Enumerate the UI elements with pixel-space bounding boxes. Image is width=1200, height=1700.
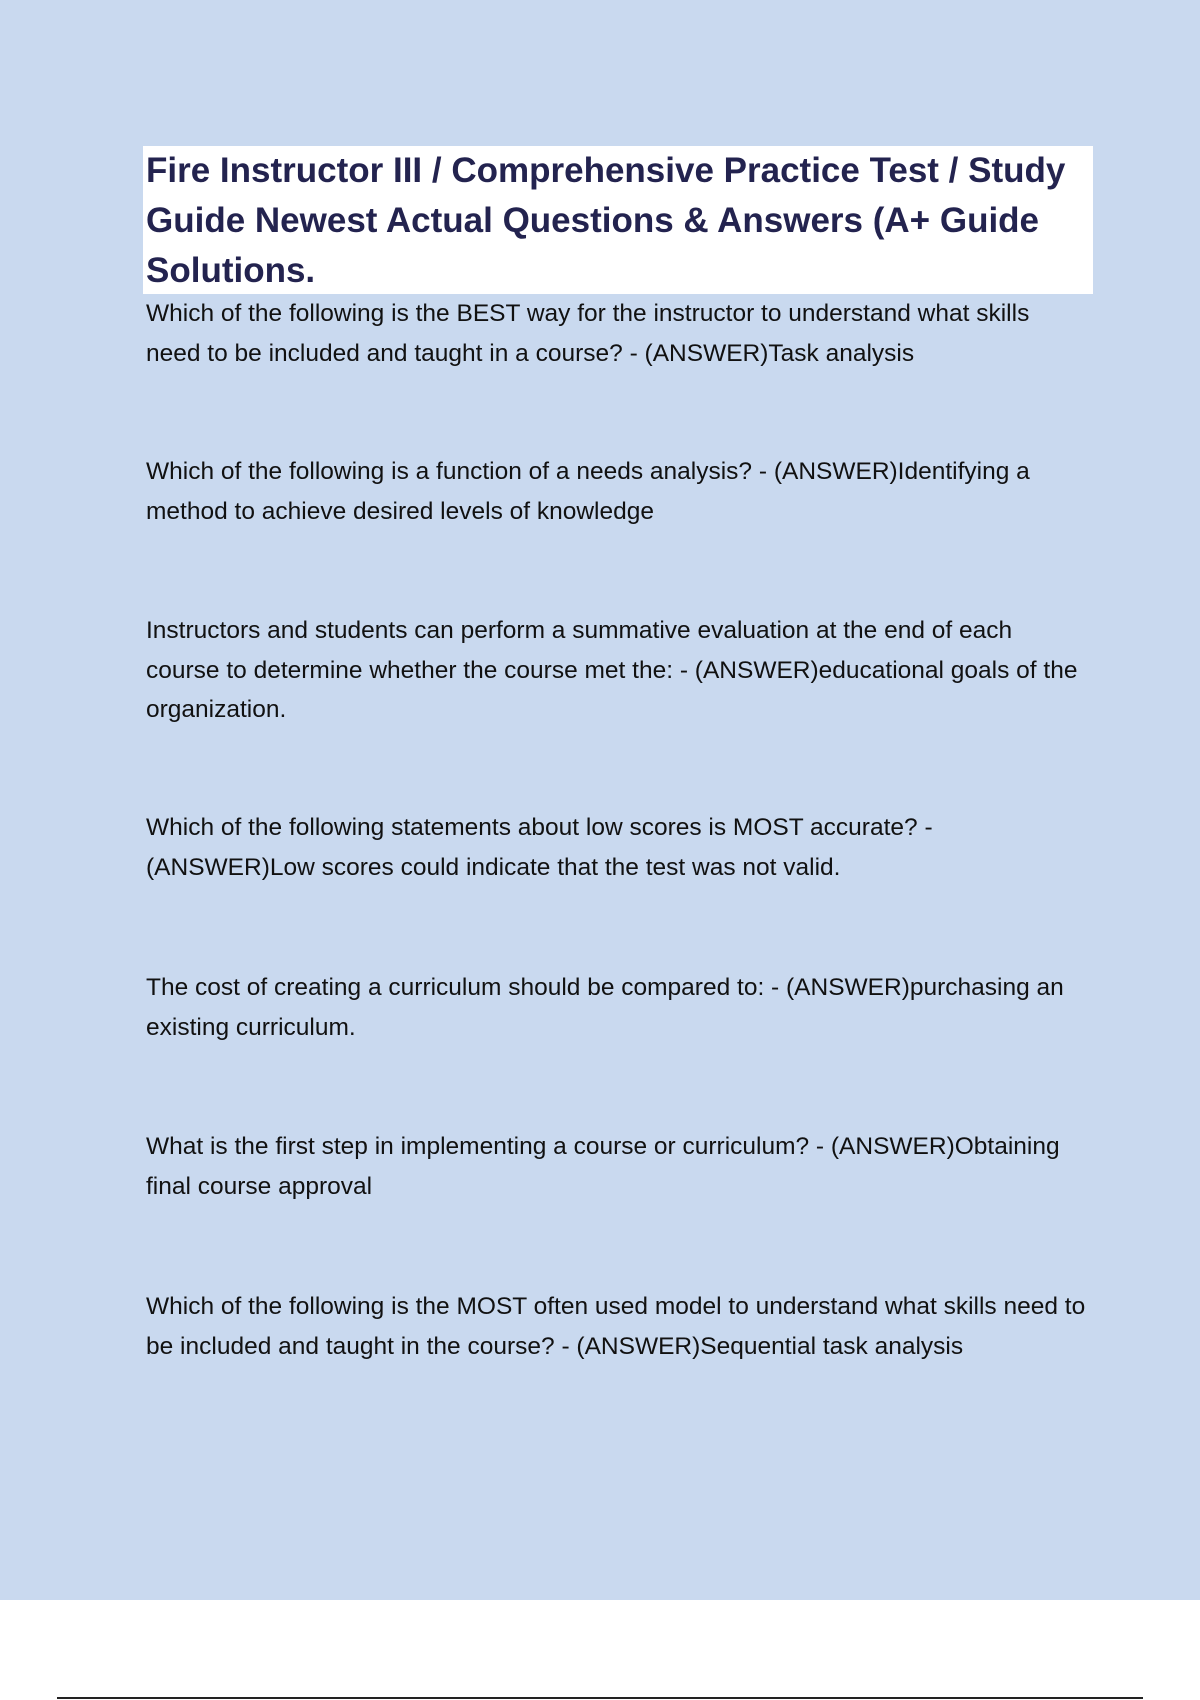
qa-item-6: What is the first step in implementing a course or curriculum? - (ANSWER)Obtaining final course approval xyxy=(146,1133,1060,1200)
qa-item-4: Which of the following statements about low scores is MOST accurate? - (ANSWER)Low scores could indicate that the test was not valid. xyxy=(146,814,933,881)
qa-item-7: Which of the following is the MOST often used model to understand what skills need to be included and taught in the course? - (ANSWER)Sequential task analysis xyxy=(146,1293,1086,1360)
qa-item-2: Which of the following is a function of a needs analysis? - (ANSWER)Identifying a method to achieve desired levels of knowledge xyxy=(146,458,1030,525)
qa-item-3: Instructors and students can perform a summative evaluation at the end of each course to determine whether the course met the: - (ANSWER)educational goals of the organization. xyxy=(146,617,1078,723)
qa-item-5: The cost of creating a curriculum should be compared to: - (ANSWER)purchasing an existing curriculum. xyxy=(146,974,1064,1041)
document-title: Fire Instructor III / Comprehensive Practice Test / Study Guide Newest Actual Questions & Answers (A+ Guide Solutions. xyxy=(146,151,1066,290)
qa-item-1: Which of the following is the BEST way for the instructor to understand what skills need to be included and taught in a course? - (ANSWER)Task analysis xyxy=(146,300,1030,367)
footer-divider xyxy=(57,1697,1143,1699)
